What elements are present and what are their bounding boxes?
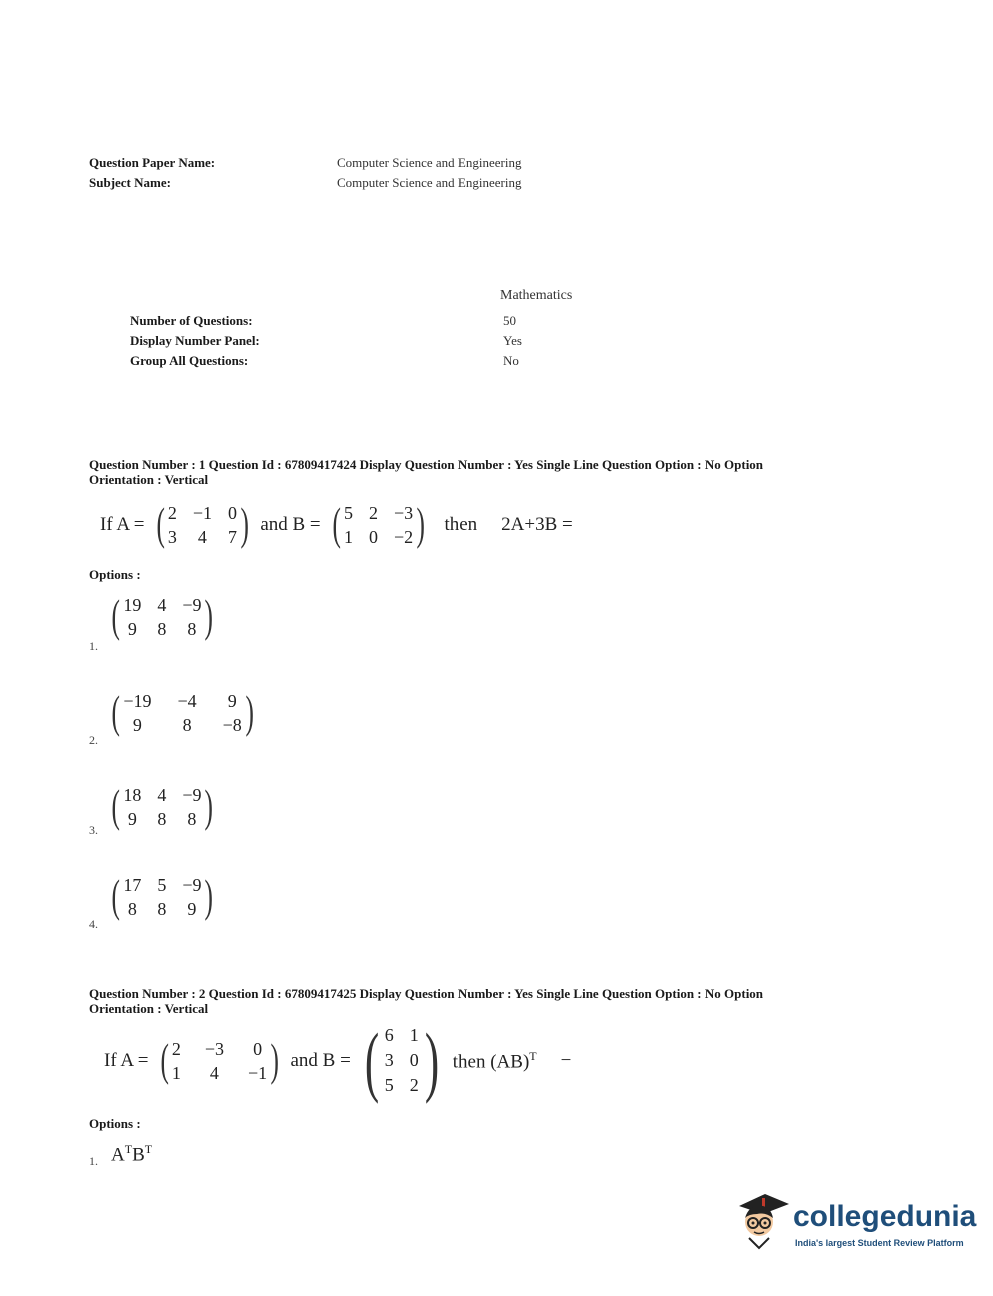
matrix-cell: 2 (368, 503, 378, 523)
q1-options-label: Options : (89, 567, 141, 582)
matrix-cell: −9 (182, 875, 202, 895)
logo-tagline: India's largest Student Review Platform (795, 1238, 964, 1248)
matrix-cell: −9 (182, 785, 202, 805)
matrix-cell: −4 (177, 691, 197, 711)
matrix-cell: −3 (204, 1039, 224, 1059)
q1-option-3-number: 3. (89, 823, 98, 837)
matrix-cell: −19 (123, 691, 152, 711)
q1-option-2-matrix[interactable]: ( −19 −4 9 9 8 −8 ) (111, 686, 254, 737)
section-name: Mathematics (500, 288, 573, 303)
matrix-cell: 4 (209, 1063, 219, 1083)
q2-header-line1: Question Number : 2 Question Id : 67809417425 Display Question Number : Yes Single Line Question Option : No Option (89, 986, 764, 1001)
matrix-cell: −1 (192, 503, 212, 523)
q2-header-line2: Orientation : Vertical (89, 1001, 209, 1016)
matrix-cell: 9 (132, 715, 142, 735)
matrix-cell: 9 (227, 691, 237, 711)
q1-option-4-matrix[interactable]: ( 17 5 −9 8 8 9 ) (111, 870, 214, 921)
q1-matrix-b: ( 5 2 −3 1 0 −2 ) (332, 498, 426, 549)
matrix-cell: 4 (197, 527, 207, 547)
subject-name-value: Computer Science and Engineering (337, 175, 522, 190)
q1-then-text: then (444, 514, 478, 535)
q2-dash: − (560, 1050, 572, 1071)
matrix-cell: 8 (187, 809, 197, 829)
matrix-cell: 9 (127, 809, 137, 829)
matrix-cell: 1 (171, 1063, 181, 1083)
q1-if-text: If A = (100, 514, 145, 535)
matrix-cell: −9 (182, 595, 202, 615)
q2-then-label: then (AB) (452, 1051, 530, 1073)
matrix-cell: 3 (167, 527, 177, 547)
q1-and-text: and B = (260, 514, 321, 535)
mascot-icon (735, 1188, 791, 1254)
q2-option-1-expr[interactable] (111, 1142, 152, 1166)
q1-stem (100, 498, 573, 549)
matrix-cell: −8 (222, 715, 242, 735)
q1-option-1-number: 1. (89, 639, 98, 653)
q1-header-line2: Orientation : Vertical (89, 472, 209, 487)
matrix-cell: 19 (123, 595, 142, 615)
paper-name-value: Computer Science and Engineering (337, 155, 522, 170)
matrix-cell: 5 (157, 875, 167, 895)
matrix-cell: 5 (343, 503, 353, 523)
matrix-cell: 3 (384, 1050, 394, 1070)
matrix-cell: 18 (123, 785, 142, 805)
q2-option-1-b: B (132, 1144, 145, 1166)
display-panel-label: Display Number Panel: (130, 333, 260, 348)
paper-name-label: Question Paper Name: (89, 155, 216, 170)
group-questions-value: No (503, 353, 519, 368)
matrix-cell: 0 (368, 527, 378, 547)
matrix-cell: 1 (343, 527, 353, 547)
matrix-cell: 8 (157, 899, 167, 919)
q2-stem (104, 1017, 572, 1104)
logo-wordmark: collegedunia (793, 1200, 977, 1233)
matrix-cell: 2 (409, 1075, 419, 1095)
q2-if-text: If A = (104, 1050, 149, 1071)
q2-matrix-a: ( 2 −3 0 1 4 −1 ) (159, 1034, 280, 1085)
q2-options-label: Options : (89, 1116, 141, 1131)
matrix-cell: 4 (157, 785, 167, 805)
group-questions-label: Group All Questions: (130, 353, 249, 368)
q1-header-line1: Question Number : 1 Question Id : 67809417424 Display Question Number : Yes Single Line Question Option : No Option (89, 457, 764, 472)
matrix-cell: 8 (127, 899, 137, 919)
q1-matrix-a: ( 2 −1 0 3 4 7 ) (155, 498, 249, 549)
matrix-cell: −2 (393, 527, 414, 547)
q2-option-1-sup2: T (144, 1142, 153, 1156)
q1-expr: 2A+3B = (501, 514, 573, 535)
num-questions-value: 50 (503, 313, 516, 328)
matrix-cell: 7 (227, 527, 237, 547)
matrix-cell: 0 (253, 1039, 263, 1059)
matrix-cell: 8 (157, 809, 167, 829)
matrix-cell: 8 (187, 619, 197, 639)
q2-and-text: and B = (290, 1050, 351, 1071)
matrix-cell: 6 (384, 1025, 394, 1045)
matrix-cell: 4 (157, 595, 167, 615)
matrix-cell: 17 (123, 875, 142, 895)
matrix-cell: 1 (409, 1025, 419, 1045)
num-questions-label: Number of Questions: (130, 313, 253, 328)
matrix-cell: 8 (157, 619, 167, 639)
display-panel-value: Yes (503, 333, 522, 348)
matrix-cell: −3 (393, 503, 414, 523)
q2-option-1-a: A (111, 1144, 125, 1166)
matrix-cell: −1 (247, 1063, 268, 1083)
matrix-cell: 5 (384, 1075, 394, 1095)
collegedunia-logo (735, 1188, 977, 1260)
matrix-cell: 9 (187, 899, 197, 919)
q2-transpose-sup: T (529, 1048, 537, 1063)
q1-option-2-number: 2. (89, 733, 98, 747)
q2-option-1-sup1: T (124, 1142, 133, 1156)
q2-header (89, 986, 889, 1016)
subject-name-label: Subject Name: (89, 175, 171, 190)
q2-matrix-b: ( 6 1 3 0 5 2 ) (364, 1017, 439, 1104)
q1-option-1-matrix[interactable]: ( 19 4 −9 9 8 8 ) (111, 590, 214, 641)
matrix-cell: 0 (409, 1050, 419, 1070)
matrix-cell: 2 (167, 503, 177, 523)
q2-then-text (453, 1049, 537, 1073)
matrix-cell: 8 (182, 715, 192, 735)
q1-header (89, 457, 889, 487)
matrix-cell: 0 (227, 503, 237, 523)
q1-option-4-number: 4. (89, 917, 98, 931)
matrix-cell: 2 (171, 1039, 181, 1059)
matrix-cell: 9 (127, 619, 137, 639)
q1-option-3-matrix[interactable]: ( 18 4 −9 9 8 8 ) (111, 780, 214, 831)
q2-option-1-number: 1. (89, 1154, 98, 1168)
